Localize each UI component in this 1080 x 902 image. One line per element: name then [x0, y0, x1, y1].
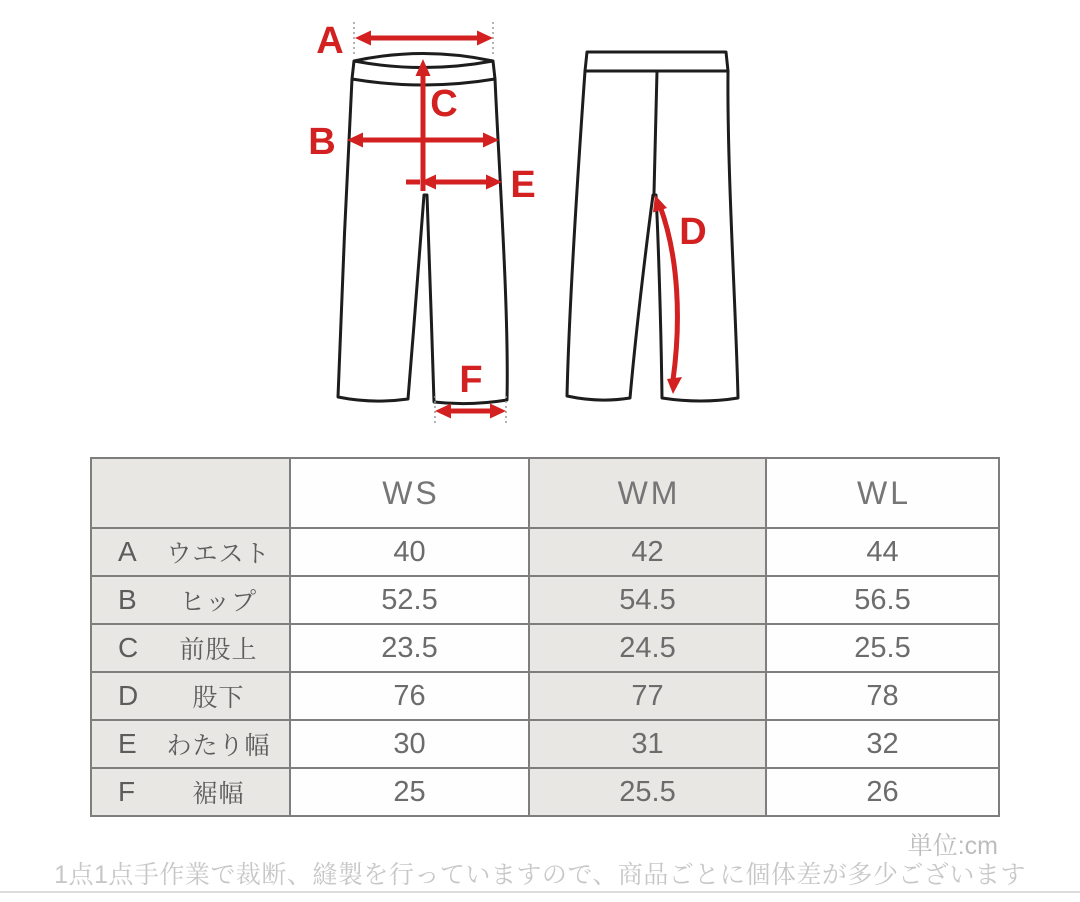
row-letter: F	[118, 776, 136, 807]
table-row-thigh-width	[91, 720, 999, 768]
cell-waist-wm: 42	[529, 528, 766, 576]
cell-thigh-width-ws: 30	[290, 720, 529, 768]
cell-hip-wl: 56.5	[766, 576, 999, 624]
column-header-wl: WL	[766, 458, 999, 528]
size-table	[90, 457, 1000, 817]
unit-label: 単位:cm	[907, 832, 998, 860]
pants-back-view	[567, 52, 738, 401]
cell-hem-width-wl: 26	[766, 768, 999, 816]
cell-front-rise-wm: 24.5	[529, 624, 766, 672]
table-row-waist	[91, 528, 999, 576]
cell-hem-width-ws: 25	[290, 768, 529, 816]
bottom-divider	[0, 891, 1080, 893]
table-row-inseam	[91, 672, 999, 720]
row-label-hem-width	[92, 774, 289, 810]
row-name: ヒップ	[179, 588, 258, 616]
table-row-hip	[91, 576, 999, 624]
column-header-wm: WM	[529, 458, 766, 528]
row-name: ウエスト	[166, 540, 271, 568]
handmade-disclaimer-note: 1点1点手作業で裁断、縫製を行っていますので、商品ごとに個体差が多少ございます	[54, 861, 1026, 889]
cell-front-rise-ws: 23.5	[290, 624, 529, 672]
row-label-front-rise	[92, 630, 289, 666]
row-name: わたり幅	[166, 732, 271, 760]
arrow-f-hem-width	[435, 404, 506, 419]
column-header-ws: WS	[290, 458, 529, 528]
cell-hem-width-wm: 25.5	[529, 768, 766, 816]
row-letter: D	[118, 680, 139, 711]
pants-back-waistband	[585, 52, 728, 71]
cell-waist-wl: 44	[766, 528, 999, 576]
label-a: A	[316, 20, 344, 62]
cell-hip-ws: 52.5	[290, 576, 529, 624]
row-name: 前股上	[179, 636, 258, 664]
table-row-front-rise	[91, 624, 999, 672]
cell-waist-ws: 40	[290, 528, 529, 576]
table-row-hem-width	[91, 768, 999, 816]
label-f: F	[459, 359, 483, 401]
row-letter: C	[118, 632, 139, 663]
row-label-waist	[92, 534, 289, 570]
cell-inseam-wl: 78	[766, 672, 999, 720]
row-letter: B	[118, 584, 137, 615]
table-header-empty-cell	[91, 458, 290, 528]
cell-thigh-width-wm: 31	[529, 720, 766, 768]
row-label-hip	[92, 582, 289, 618]
row-letter: E	[118, 728, 137, 759]
label-e: E	[510, 164, 536, 206]
row-letter: A	[118, 536, 137, 567]
pants-back-body	[567, 71, 738, 401]
arrow-a-waist	[355, 31, 493, 46]
cell-inseam-ws: 76	[290, 672, 529, 720]
label-b: B	[308, 121, 336, 163]
pants-measurement-diagram	[0, 0, 1080, 450]
row-name: 裾幅	[192, 780, 245, 808]
cell-thigh-width-wl: 32	[766, 720, 999, 768]
label-c: C	[430, 83, 458, 125]
row-name: 股下	[192, 684, 245, 712]
label-d: D	[679, 211, 707, 253]
cell-inseam-wm: 77	[529, 672, 766, 720]
row-label-thigh-width	[92, 726, 289, 762]
cell-hip-wm: 54.5	[529, 576, 766, 624]
table-header-row	[91, 458, 999, 528]
row-label-inseam	[92, 678, 289, 714]
cell-front-rise-wl: 25.5	[766, 624, 999, 672]
